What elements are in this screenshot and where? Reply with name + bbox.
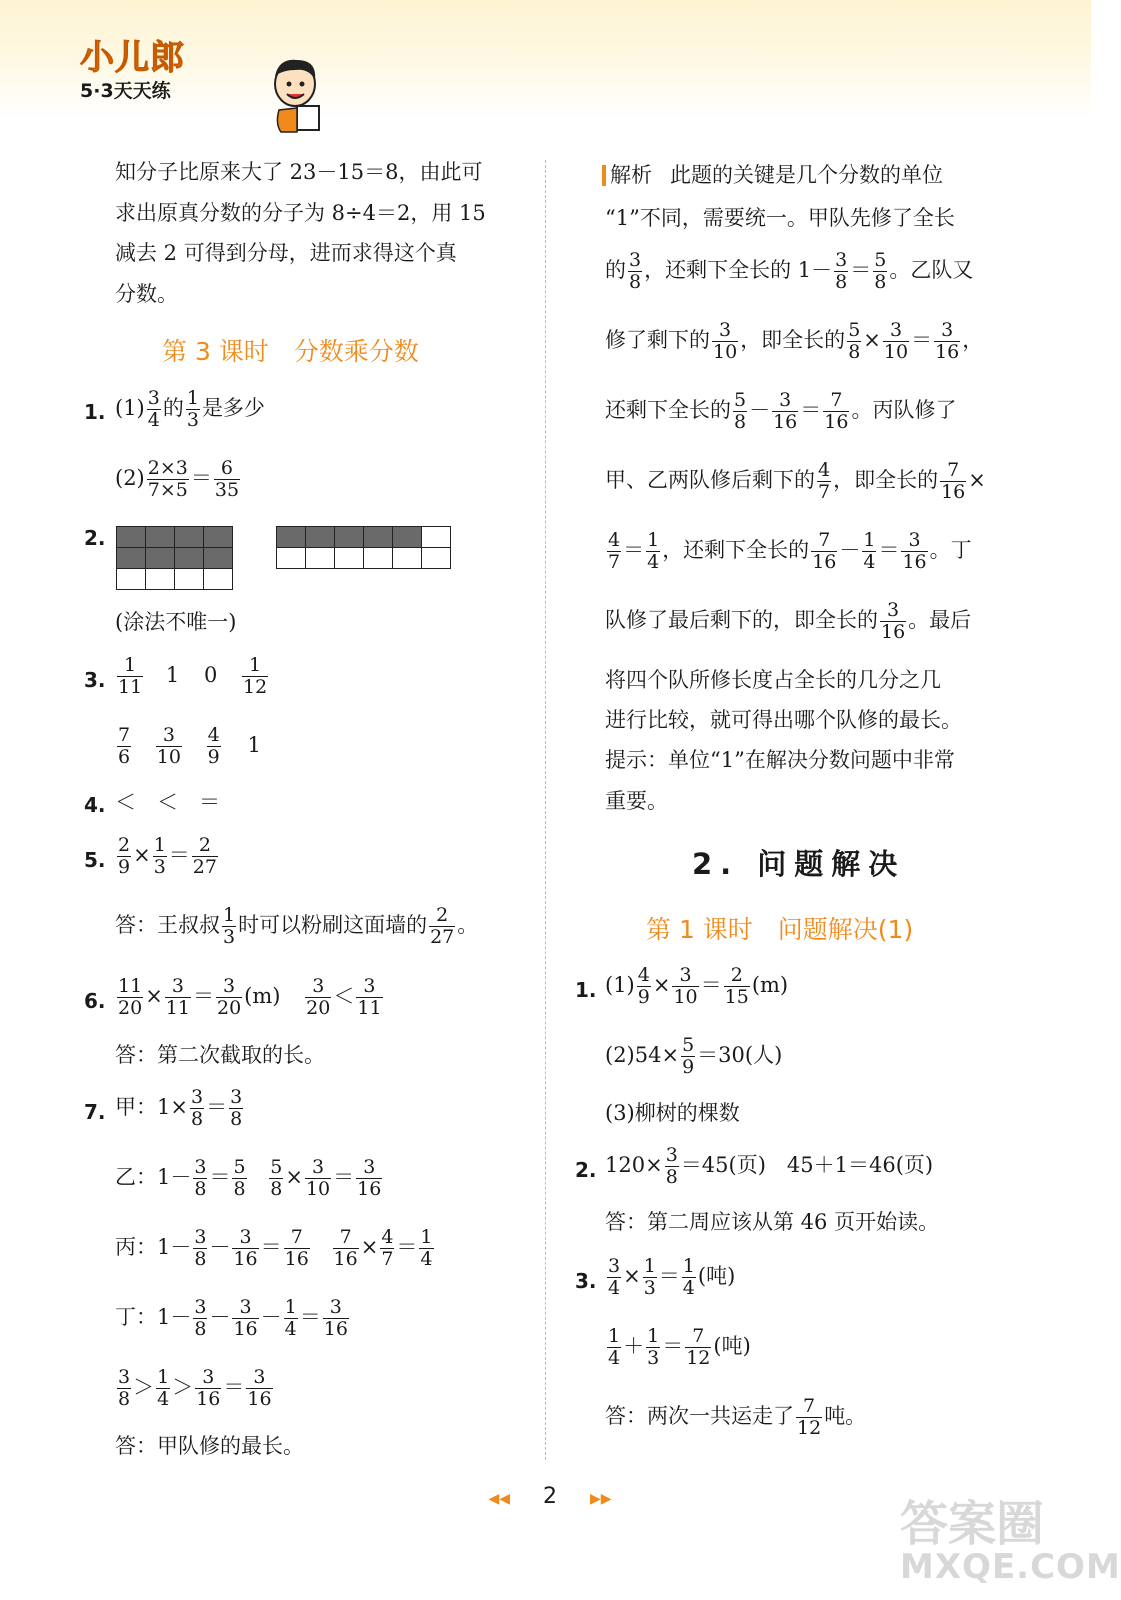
fraction: $\frac{4}{9}$	[637, 964, 650, 1008]
series-name: 5·3天天练	[80, 80, 171, 102]
q1-number: 1.	[84, 400, 106, 424]
intro-line-3: 减去 2 可得到分母，进而求得这个真	[115, 241, 457, 265]
fraction: $\frac{3}{11}$	[165, 975, 190, 1019]
fraction: $\frac{3}{16}$	[357, 1156, 382, 1200]
shaded-grid-1	[116, 526, 233, 590]
q6-number: 6.	[84, 989, 106, 1013]
analysis-line-4: 修了剩下的 $\frac{3}{10}$ ，即全长的 $\frac{5}{8}$ × $\frac{3}{10}$ ＝ $\frac{3}{16}$ ，	[605, 319, 984, 363]
brand-name: 小儿郎	[80, 38, 185, 78]
fraction: $\frac{1}{4}$	[284, 1296, 297, 1340]
section-title-right: 第 1 课时 问题解决(1)	[646, 915, 914, 944]
fraction: $\frac{5}{8}$	[270, 1156, 283, 1200]
analysis-tag: 解析	[602, 165, 652, 186]
analysis-line-5: 还剩下全长的 $\frac{5}{8}$ － $\frac{3}{16}$ ＝ $\frac{7}{16}$ 。丙队修了	[605, 389, 957, 433]
r-q1-part1: (1) $\frac{4}{9}$ × $\frac{3}{10}$ ＝ $\frac{2}{15}$ (m)	[605, 964, 789, 1008]
fraction: $\frac{3}{10}$	[156, 724, 181, 768]
r-q3-line-1: $\frac{3}{4}$ × $\frac{1}{3}$ ＝ $\frac{1}{4}$ (吨)	[608, 1255, 736, 1299]
intro-line-4: 分数。	[115, 282, 178, 306]
q6-equation: $\frac{11}{20}$ × $\frac{3}{11}$ ＝ $\frac{3}{20}$ (m) $\frac{3}{20}$ ＜ $\frac{3}{11}$	[118, 975, 382, 1019]
fraction: $\frac{3}{8}$	[118, 1366, 131, 1410]
q4-number: 4.	[84, 793, 106, 817]
r-q3-number: 3.	[575, 1269, 597, 1293]
brand-logo	[80, 30, 260, 110]
r-q2-number: 2.	[575, 1158, 597, 1182]
fraction: $\frac{1}{3}$	[223, 904, 236, 948]
fraction: $\frac{3}{4}$	[608, 1255, 621, 1299]
fraction: $\frac{7}{16}$	[284, 1226, 309, 1270]
fraction: $\frac{2\times 3}{7\times 5}$	[147, 457, 188, 501]
q7-number: 7.	[84, 1100, 106, 1124]
q1-part1: (1) $\frac{3}{4}$ 的 $\frac{1}{3}$ 是多少	[115, 387, 265, 431]
intro-line-2: 求出原真分数的分子为 8÷4＝2，用 15	[115, 201, 486, 225]
fraction: $\frac{3}{16}$	[902, 529, 927, 573]
q2-number: 2.	[84, 526, 106, 550]
fraction: $\frac{5}{8}$	[874, 249, 887, 293]
analysis-line-10: 进行比较，就可得出哪个队修的最长。	[605, 708, 962, 732]
next-arrow-icon: ▶▶	[590, 1491, 612, 1507]
r-q3-line-2: $\frac{1}{4}$ ＋ $\frac{1}{3}$ ＝ $\frac{7}{12}$ (吨)	[608, 1325, 751, 1369]
fraction: $\frac{3}{16}$	[196, 1366, 221, 1410]
fraction: $\frac{2}{27}$	[192, 834, 217, 878]
fraction: $\frac{3}{16}$	[233, 1226, 258, 1270]
fraction: $\frac{2}{15}$	[724, 964, 749, 1008]
q7-jia: 甲：1× $\frac{3}{8}$ ＝ $\frac{3}{8}$	[115, 1086, 243, 1130]
analysis-line-8: 队修了最后剩下的，即全长的 $\frac{3}{16}$ 。最后	[605, 599, 972, 643]
section-title-left: 第 3 课时 分数乘分数	[162, 337, 419, 366]
watermark-bottom: MXQE.COM	[900, 1547, 1121, 1587]
fraction: $\frac{2}{27}$	[430, 904, 455, 948]
intro-line-1: 知分子比原来大了 23－15＝8，由此可	[115, 160, 483, 184]
q1-part2: (2) $\frac{2\times 3}{7\times 5}$ ＝ $\frac{6}{35}$	[115, 457, 240, 501]
fraction: $\frac{3}{20}$	[306, 975, 331, 1019]
fraction: $\frac{7}{16}$	[941, 459, 966, 503]
fraction: $\frac{1}{3}$	[643, 1255, 656, 1299]
fraction: $\frac{3}{4}$	[147, 387, 160, 431]
fraction: $\frac{11}{20}$	[118, 975, 143, 1019]
r-q1-number: 1.	[575, 978, 597, 1002]
fraction: $\frac{3}{10}$	[713, 319, 738, 363]
fraction: $\frac{3}{10}$	[883, 319, 909, 363]
r-q1-part3: (3)柳树的棵数	[605, 1101, 740, 1125]
fraction: $\frac{7}{12}$	[686, 1325, 711, 1369]
analysis-line-2: “1”不同，需要统一。甲队先修了全长	[605, 206, 955, 230]
q3-number: 3.	[84, 668, 106, 692]
fraction: $\frac{3}{20}$	[216, 975, 242, 1019]
fraction: $\frac{3}{8}$	[194, 1296, 207, 1340]
fraction: $\frac{3}{8}$	[629, 249, 642, 293]
analysis-line-9: 将四个队所修长度占全长的几分之几	[605, 668, 941, 692]
fraction: $\frac{1}{3}$	[153, 834, 166, 878]
fraction: $\frac{3}{8}$	[665, 1144, 678, 1188]
fraction: $\frac{3}{16}$	[233, 1296, 258, 1340]
fraction: $\frac{3}{8}$	[190, 1086, 204, 1130]
prev-arrow-icon: ◀◀	[488, 1491, 510, 1507]
analysis-line-3: 的 $\frac{3}{8}$ ，还剩下全长的 1－ $\frac{3}{8}$ ＝ $\frac{5}{8}$ 。乙队又	[605, 249, 974, 293]
analysis-line-1: 解析 此题的关键是几个分数的单位	[602, 165, 943, 186]
q7-yi: 乙：1－ $\frac{3}{8}$ ＝ $\frac{5}{8}$ $\frac{5}{8}$ × $\frac{3}{10}$ ＝ $\frac{3}{16}$	[115, 1156, 382, 1200]
page-footer	[480, 1484, 620, 1509]
q7-answer: 答：甲队修的最长。	[115, 1434, 304, 1458]
fraction: $\frac{3}{16}$	[773, 389, 798, 433]
q3-row-2: $\frac{7}{6}$ $\frac{3}{10}$ $\frac{4}{9}$ 1	[118, 724, 261, 768]
fraction: $\frac{3}{16}$	[247, 1366, 272, 1410]
fraction: $\frac{4}{9}$	[207, 724, 220, 768]
fraction: $\frac{2}{9}$	[118, 834, 131, 878]
fraction: $\frac{5}{8}$	[848, 319, 861, 363]
fraction: $\frac{3}{11}$	[357, 975, 382, 1019]
fraction: $\frac{5}{9}$	[682, 1034, 695, 1078]
shaded-grid-2	[276, 526, 451, 569]
q3-row-1: $\frac{1}{11}$ 1 0 $\frac{1}{12}$	[118, 654, 268, 698]
fraction: $\frac{3}{8}$	[835, 249, 848, 293]
q7-bing: 丙：1－ $\frac{3}{8}$ － $\frac{3}{16}$ ＝ $\frac{7}{16}$ $\frac{7}{16}$ × $\frac{4}{7}$ ＝ $\frac{1}{4}$	[115, 1226, 433, 1270]
q5-equation: $\frac{2}{9}$ × $\frac{1}{3}$ ＝ $\frac{2}{27}$	[118, 834, 217, 878]
fraction: $\frac{3}{16}$	[323, 1296, 348, 1340]
fraction: $\frac{4}{7}$	[608, 529, 621, 573]
q5-answer: 答：王叔叔 $\frac{1}{3}$ 时可以粉刷这面墙的 $\frac{2}{27}$ 。	[115, 904, 479, 948]
fraction: $\frac{1}{4}$	[863, 529, 876, 573]
r-q3-answer: 答：两次一共运走了 $\frac{7}{12}$ 吨。	[605, 1395, 867, 1439]
analysis-line-12: 重要。	[605, 789, 668, 813]
fraction: $\frac{3}{8}$	[230, 1086, 243, 1130]
column-divider	[545, 160, 546, 1460]
fraction: $\frac{7}{16}$	[333, 1226, 358, 1270]
q4-answer: ＜ ＜ ＝	[115, 790, 220, 814]
fraction: $\frac{1}{4}$	[420, 1226, 433, 1270]
analysis-line-6: 甲、乙两队修后剩下的 $\frac{4}{7}$ ，即全长的 $\frac{7}{16}$ ×	[605, 459, 986, 503]
q6-answer: 答：第二次截取的长。	[115, 1043, 325, 1067]
page-number: 2	[543, 1484, 557, 1509]
fraction: $\frac{1}{3}$	[186, 387, 199, 431]
fraction: $\frac{1}{3}$	[647, 1325, 660, 1369]
r-q2-equation: 120× $\frac{3}{8}$ ＝45(页) 45＋1＝46(页)	[605, 1144, 934, 1188]
q2-note: (涂法不唯一)	[115, 610, 237, 634]
fraction: $\frac{1}{4}$	[608, 1325, 621, 1369]
watermark-top: 答案圈	[900, 1496, 1045, 1552]
fraction: $\frac{3}{10}$	[305, 1156, 331, 1200]
chapter-title: 2. 问题解决	[692, 847, 906, 881]
fraction: $\frac{4}{7}$	[381, 1226, 394, 1270]
fraction: $\frac{1}{4}$	[647, 529, 660, 573]
q5-number: 5.	[84, 848, 106, 872]
fraction: $\frac{3}{8}$	[194, 1156, 207, 1200]
q7-ding: 丁：1－ $\frac{3}{8}$ － $\frac{3}{16}$ － $\frac{1}{4}$ ＝ $\frac{3}{16}$	[115, 1296, 348, 1340]
fraction: $\frac{1}{11}$	[118, 654, 143, 698]
fraction: $\frac{3}{10}$	[673, 964, 698, 1008]
fraction: $\frac{7}{16}$	[824, 389, 849, 433]
fraction: $\frac{4}{7}$	[818, 459, 831, 503]
fraction: $\frac{5}{8}$	[734, 389, 747, 433]
r-q2-answer: 答：第二周应该从第 46 页开始读。	[605, 1210, 940, 1234]
r-q1-part2: (2)54× $\frac{5}{9}$ ＝30(人)	[605, 1034, 783, 1078]
q7-compare: $\frac{3}{8}$ ＞ $\frac{1}{4}$ ＞ $\frac{3}{16}$ ＝ $\frac{3}{16}$	[118, 1366, 272, 1410]
fraction: $\frac{1}{4}$	[682, 1255, 695, 1299]
fraction: $\frac{5}{8}$	[233, 1156, 246, 1200]
fraction: $\frac{1}{12}$	[243, 654, 268, 698]
analysis-line-11: 提示：单位“1”在解决分数问题中非常	[605, 748, 955, 772]
fraction: $\frac{3}{8}$	[194, 1226, 207, 1270]
fraction: $\frac{7}{16}$	[812, 529, 837, 573]
fraction: $\frac{3}{16}$	[881, 599, 906, 643]
fraction: $\frac{3}{16}$	[935, 319, 960, 363]
fraction: $\frac{6}{35}$	[214, 457, 240, 501]
fraction: $\frac{7}{12}$	[797, 1395, 822, 1439]
fraction: $\frac{7}{6}$	[118, 724, 131, 768]
analysis-line-7: $\frac{4}{7}$ ＝ $\frac{1}{4}$ ，还剩下全长的 $\frac{7}{16}$ － $\frac{1}{4}$ ＝ $\frac{3}{16}$ 。丁	[608, 529, 972, 573]
watermark	[900, 1485, 1121, 1595]
fraction: $\frac{1}{4}$	[157, 1366, 170, 1410]
mascot-icon	[265, 54, 325, 134]
